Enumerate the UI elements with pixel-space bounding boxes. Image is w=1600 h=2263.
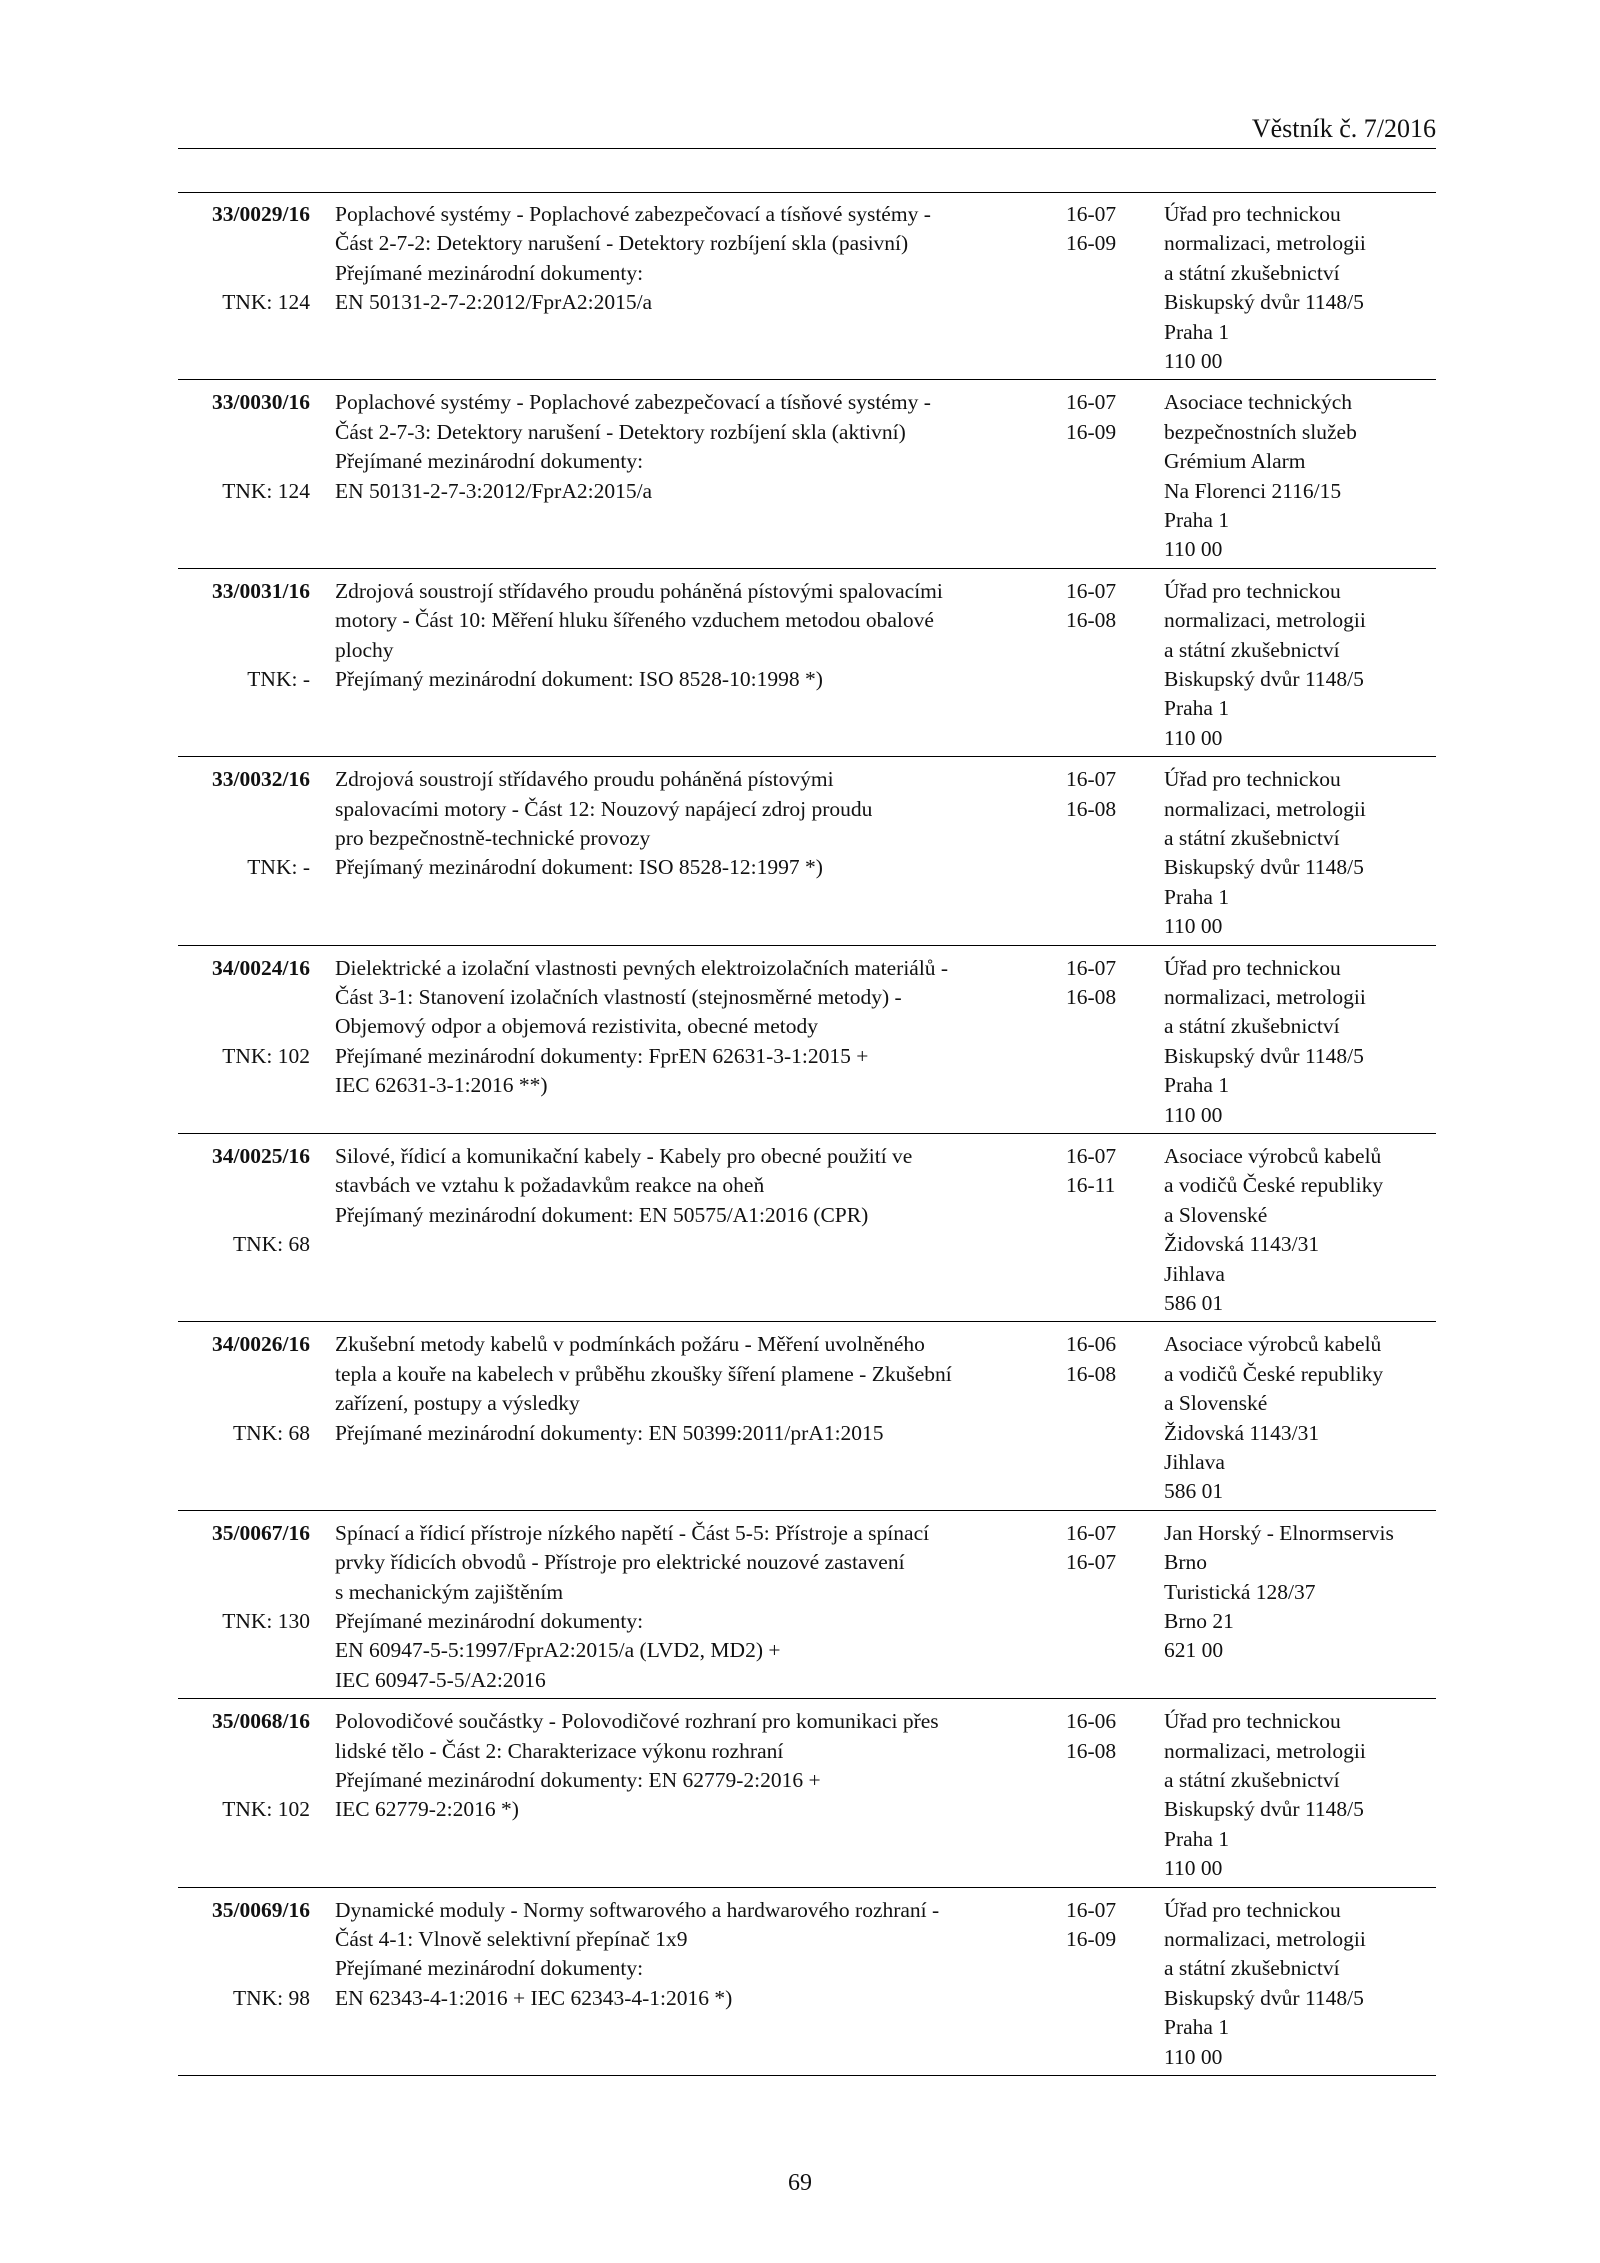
- organisation-line: Na Florenci 2116/15: [1164, 478, 1342, 503]
- entry-dates: [1066, 1896, 1156, 1955]
- organisation-line: normalizaci, metrologii: [1164, 1926, 1366, 1951]
- entry-organisation: [1164, 1330, 1436, 1506]
- table-row: [178, 1888, 1436, 2076]
- entry-number: 33/0030/16: [212, 390, 310, 415]
- description-line: IEC 62631-3-1:2016 **): [335, 1073, 548, 1098]
- entry-organisation: [1164, 1142, 1436, 1318]
- organisation-line: 110 00: [1164, 1102, 1223, 1127]
- entry-number: 35/0069/16: [212, 1897, 310, 1922]
- entry-number: 33/0032/16: [212, 767, 310, 792]
- journal-title: Věstník č. 7/2016: [1251, 114, 1436, 143]
- organisation-line: 110 00: [1164, 2044, 1223, 2069]
- entry-dates: [1066, 388, 1156, 447]
- description-line: Přejímané mezinárodní dokumenty:: [335, 1608, 644, 1633]
- organisation-line: Praha 1: [1164, 319, 1230, 344]
- organisation-line: Úřad pro technickou: [1164, 202, 1341, 226]
- tnk-label: TNK: 68: [232, 1232, 310, 1257]
- organisation-line: Praha 1: [1164, 1073, 1230, 1098]
- table-row: [178, 1134, 1436, 1322]
- description-line: Část 2-7-3: Detektory narušení - Detektory rozbíjení skla (aktivní): [335, 419, 906, 444]
- date-line: 16-08: [1066, 1738, 1117, 1763]
- description-line: EN 62343-4-1:2016 + IEC 62343-4-1:2016 *): [335, 1985, 733, 2010]
- description-line: Spínací a řídicí přístroje nízkého napětí - Část 5-5: Přístroje a spínací: [335, 1520, 930, 1545]
- description-line: Silové, řídicí a komunikační kabely - Kabely pro obecné použití ve: [335, 1143, 913, 1168]
- table-row: [178, 1511, 1436, 1699]
- organisation-line: Grémium Alarm: [1164, 449, 1306, 474]
- organisation-line: a státní zkušebnictví: [1164, 1014, 1340, 1039]
- organisation-line: normalizaci, metrologii: [1164, 1738, 1366, 1763]
- description-line: Část 2-7-2: Detektory narušení - Detektory rozbíjení skla (pasivní): [335, 231, 909, 256]
- entry-id-cell: [178, 1707, 310, 1822]
- date-line: 16-06: [1066, 1332, 1117, 1357]
- entry-dates: [1066, 765, 1156, 824]
- organisation-line: a státní zkušebnictví: [1164, 260, 1340, 285]
- organisation-line: Židovská 1143/31: [1164, 1232, 1320, 1257]
- organisation-line: a státní zkušebnictví: [1164, 825, 1340, 850]
- organisation-line: normalizaci, metrologii: [1164, 984, 1366, 1009]
- organisation-line: Židovská 1143/31: [1164, 1420, 1320, 1445]
- organisation-line: Biskupský dvůr 1148/5: [1164, 1043, 1364, 1068]
- organisation-line: Úřad pro technickou: [1164, 1897, 1341, 1922]
- description-line: Zdrojová soustrojí střídavého proudu poháněná pístovými: [335, 767, 834, 792]
- table-row: [178, 1322, 1436, 1510]
- entry-id-cell: [178, 1330, 310, 1445]
- description-line: stavbách ve vztahu k požadavkům reakce na oheň: [335, 1173, 765, 1198]
- entry-dates: [1066, 200, 1156, 259]
- description-line: EN 60947-5-5:1997/FprA2:2015/a (LVD2, MD2) +: [335, 1638, 781, 1663]
- entry-id-cell: [178, 1896, 310, 2010]
- entry-organisation: [1164, 1519, 1436, 1666]
- organisation-line: Brno 21: [1164, 1608, 1234, 1633]
- entry-organisation: [1164, 388, 1436, 564]
- entry-organisation: [1164, 577, 1436, 753]
- entry-organisation: [1164, 1707, 1436, 1883]
- date-line: 16-07: [1066, 1550, 1117, 1575]
- organisation-line: Asociace výrobců kabelů: [1164, 1332, 1382, 1357]
- organisation-line: Úřad pro technickou: [1164, 1709, 1341, 1734]
- date-line: 16-07: [1066, 578, 1117, 603]
- description-line: Objemový odpor a objemová rezistivita, obecné metody: [335, 1014, 819, 1039]
- description-line: IEC 60947-5-5/A2:2016: [335, 1667, 546, 1692]
- page-number: 69: [788, 2170, 812, 2196]
- description-line: zařízení, postupy a výsledky: [335, 1391, 580, 1416]
- description-line: spalovacími motory - Část 12: Nouzový napájecí zdroj proudu: [335, 796, 873, 821]
- date-line: 16-08: [1066, 1361, 1117, 1386]
- entry-dates: [1066, 954, 1156, 1013]
- organisation-line: a státní zkušebnictví: [1164, 637, 1340, 662]
- organisation-line: a Slovenské: [1164, 1202, 1268, 1227]
- description-line: IEC 62779-2:2016 *): [335, 1797, 519, 1822]
- organisation-line: Praha 1: [1164, 1826, 1230, 1851]
- organisation-line: Biskupský dvůr 1148/5: [1164, 1797, 1364, 1822]
- description-line: Přejímané mezinárodní dokumenty:: [335, 1956, 644, 1981]
- description-line: Část 4-1: Vlnově selektivní přepínač 1x9: [335, 1926, 688, 1951]
- organisation-line: 110 00: [1164, 725, 1223, 750]
- organisation-line: Úřad pro technickou: [1164, 767, 1341, 792]
- description-line: s mechanickým zajištěním: [335, 1579, 564, 1604]
- description-line: tepla a kouře na kabelech v průběhu zkoušky šíření plamene - Zkušební: [335, 1361, 952, 1386]
- organisation-line: a státní zkušebnictví: [1164, 1956, 1340, 1981]
- organisation-line: Brno: [1164, 1550, 1207, 1575]
- tnk-label: TNK: 124: [222, 478, 310, 503]
- date-line: 16-08: [1066, 796, 1117, 821]
- organisation-line: normalizaci, metrologii: [1164, 796, 1366, 821]
- organisation-line: normalizaci, metrologii: [1164, 231, 1366, 256]
- tnk-label: TNK: 102: [222, 1043, 310, 1068]
- table-row: [178, 946, 1436, 1134]
- description-line: pro bezpečnostně-technické provozy: [335, 825, 651, 850]
- entry-dates: [1066, 1519, 1156, 1578]
- description-line: Poplachové systémy - Poplachové zabezpečovací a tísňové systémy -: [335, 390, 931, 415]
- entry-organisation: [1164, 200, 1436, 376]
- date-line: 16-07: [1066, 1897, 1117, 1922]
- description-line: motory - Část 10: Měření hluku šířeného vzduchem metodou obalové: [335, 608, 934, 633]
- date-line: 16-07: [1066, 955, 1117, 980]
- entry-dates: [1066, 1707, 1156, 1766]
- table-row: [178, 569, 1436, 757]
- organisation-line: Úřad pro technickou: [1164, 578, 1341, 603]
- date-line: 16-11: [1066, 1173, 1116, 1198]
- organisation-line: Úřad pro technickou: [1164, 955, 1341, 980]
- date-line: 16-07: [1066, 390, 1117, 415]
- entry-dates: [1066, 1330, 1156, 1389]
- organisation-line: Praha 1: [1164, 2015, 1230, 2040]
- description-line: Dielektrické a izolační vlastnosti pevných elektroizolačních materiálů -: [335, 955, 949, 980]
- date-line: 16-07: [1066, 1143, 1117, 1168]
- date-line: 16-09: [1066, 1926, 1117, 1951]
- description-line: Přejímané mezinárodní dokumenty: FprEN 62631-3-1:2015 +: [335, 1043, 869, 1068]
- organisation-line: Biskupský dvůr 1148/5: [1164, 667, 1364, 691]
- entry-id-cell: [178, 954, 310, 1068]
- entry-organisation: [1164, 1896, 1436, 2072]
- table-row: [178, 1699, 1436, 1887]
- date-line: 16-09: [1066, 231, 1117, 256]
- entry-number: 33/0031/16: [212, 578, 310, 603]
- entry-number: 33/0029/16: [212, 202, 310, 226]
- tnk-label: TNK: 102: [222, 1797, 310, 1822]
- entry-number: 34/0024/16: [212, 955, 310, 980]
- organisation-line: Biskupský dvůr 1148/5: [1164, 855, 1364, 880]
- tnk-label: TNK: 124: [222, 290, 310, 315]
- entry-number: 35/0068/16: [212, 1709, 310, 1734]
- description-line: Poplachové systémy - Poplachové zabezpečovací a tísňové systémy -: [335, 202, 931, 226]
- page-header: [178, 106, 1436, 149]
- description-line: Přejímaný mezinárodní dokument: EN 50575/A1:2016 (CPR): [335, 1202, 869, 1227]
- organisation-line: normalizaci, metrologii: [1164, 608, 1366, 633]
- description-line: Přejímané mezinárodní dokumenty:: [335, 260, 644, 285]
- standards-table: [178, 192, 1436, 2076]
- organisation-line: Jihlava: [1164, 1261, 1225, 1286]
- entry-organisation: [1164, 954, 1436, 1130]
- entry-id-cell: [178, 1142, 310, 1257]
- entry-number: 34/0025/16: [212, 1143, 310, 1168]
- organisation-line: 586 01: [1164, 1290, 1224, 1315]
- organisation-line: a vodičů České republiky: [1164, 1361, 1384, 1386]
- entry-organisation: [1164, 765, 1436, 941]
- organisation-line: Jan Horský - Elnormservis: [1164, 1520, 1394, 1545]
- entry-dates: [1066, 577, 1156, 636]
- description-line: Přejímaný mezinárodní dokument: ISO 8528-10:1998 *): [335, 667, 823, 691]
- date-line: 16-07: [1066, 1520, 1117, 1545]
- entry-id-cell: [178, 1519, 310, 1633]
- description-line: Část 3-1: Stanovení izolačních vlastností (stejnosměrné metody) -: [335, 984, 902, 1009]
- organisation-line: bezpečnostních služeb: [1164, 419, 1357, 444]
- description-line: EN 50131-2-7-2:2012/FprA2:2015/a: [335, 290, 653, 315]
- organisation-line: Biskupský dvůr 1148/5: [1164, 1985, 1364, 2010]
- tnk-label: TNK: -: [247, 666, 310, 691]
- organisation-line: 110 00: [1164, 1856, 1223, 1881]
- tnk-label: TNK: 68: [232, 1420, 310, 1445]
- organisation-line: a Slovenské: [1164, 1391, 1268, 1416]
- entry-id-cell: [178, 388, 310, 503]
- entry-number: 35/0067/16: [212, 1520, 310, 1545]
- date-line: 16-08: [1066, 984, 1117, 1009]
- organisation-line: Jihlava: [1164, 1449, 1225, 1474]
- description-line: Přejímané mezinárodní dokumenty: EN 62779-2:2016 +: [335, 1767, 821, 1792]
- description-line: EN 50131-2-7-3:2012/FprA2:2015/a: [335, 478, 653, 503]
- description-line: lidské tělo - Část 2: Charakterizace výkonu rozhraní: [335, 1738, 784, 1763]
- entry-id-cell: [178, 765, 310, 880]
- tnk-label: TNK: -: [247, 855, 310, 880]
- date-line: 16-09: [1066, 419, 1117, 444]
- tnk-label: TNK: 98: [232, 1985, 310, 2010]
- description-line: Dynamické moduly - Normy softwarového a hardwarového rozhraní -: [335, 1897, 940, 1922]
- description-line: prvky řídicích obvodů - Přístroje pro elektrické nouzové zastavení: [335, 1550, 905, 1575]
- table-row: [178, 192, 1436, 380]
- organisation-line: a státní zkušebnictví: [1164, 1767, 1340, 1792]
- organisation-line: 110 00: [1164, 914, 1223, 939]
- description-line: Přejímané mezinárodní dokumenty:: [335, 449, 644, 474]
- description-line: plochy: [335, 637, 394, 662]
- table-row: [178, 380, 1436, 568]
- organisation-line: Praha 1: [1164, 696, 1230, 721]
- organisation-line: Praha 1: [1164, 508, 1230, 533]
- entry-id-cell: [178, 200, 310, 315]
- description-line: Zdrojová soustrojí střídavého proudu poháněná pístovými spalovacími: [335, 578, 943, 603]
- organisation-line: a vodičů České republiky: [1164, 1173, 1384, 1198]
- date-line: 16-06: [1066, 1709, 1117, 1734]
- date-line: 16-07: [1066, 202, 1117, 226]
- tnk-label: TNK: 130: [222, 1608, 310, 1633]
- entry-id-cell: [178, 577, 310, 691]
- table-row: [178, 757, 1436, 945]
- organisation-line: Biskupský dvůr 1148/5: [1164, 290, 1364, 315]
- organisation-line: 110 00: [1164, 349, 1223, 374]
- entry-number: 34/0026/16: [212, 1332, 310, 1357]
- organisation-line: Praha 1: [1164, 884, 1230, 909]
- description-line: Zkušební metody kabelů v podmínkách požáru - Měření uvolněného: [335, 1332, 925, 1357]
- date-line: 16-07: [1066, 767, 1117, 792]
- organisation-line: 586 01: [1164, 1479, 1224, 1504]
- description-line: Přejímaný mezinárodní dokument: ISO 8528-12:1997 *): [335, 855, 823, 880]
- entry-dates: [1066, 1142, 1156, 1201]
- organisation-line: 621 00: [1164, 1638, 1224, 1663]
- organisation-line: Asociace výrobců kabelů: [1164, 1143, 1382, 1168]
- date-line: 16-08: [1066, 608, 1117, 633]
- description-line: Přejímané mezinárodní dokumenty: EN 50399:2011/prA1:2015: [335, 1420, 884, 1445]
- organisation-line: Turistická 128/37: [1164, 1579, 1316, 1604]
- description-line: Polovodičové součástky - Polovodičové rozhraní pro komunikaci přes: [335, 1709, 939, 1734]
- organisation-line: Asociace technických: [1164, 390, 1353, 415]
- organisation-line: 110 00: [1164, 537, 1223, 562]
